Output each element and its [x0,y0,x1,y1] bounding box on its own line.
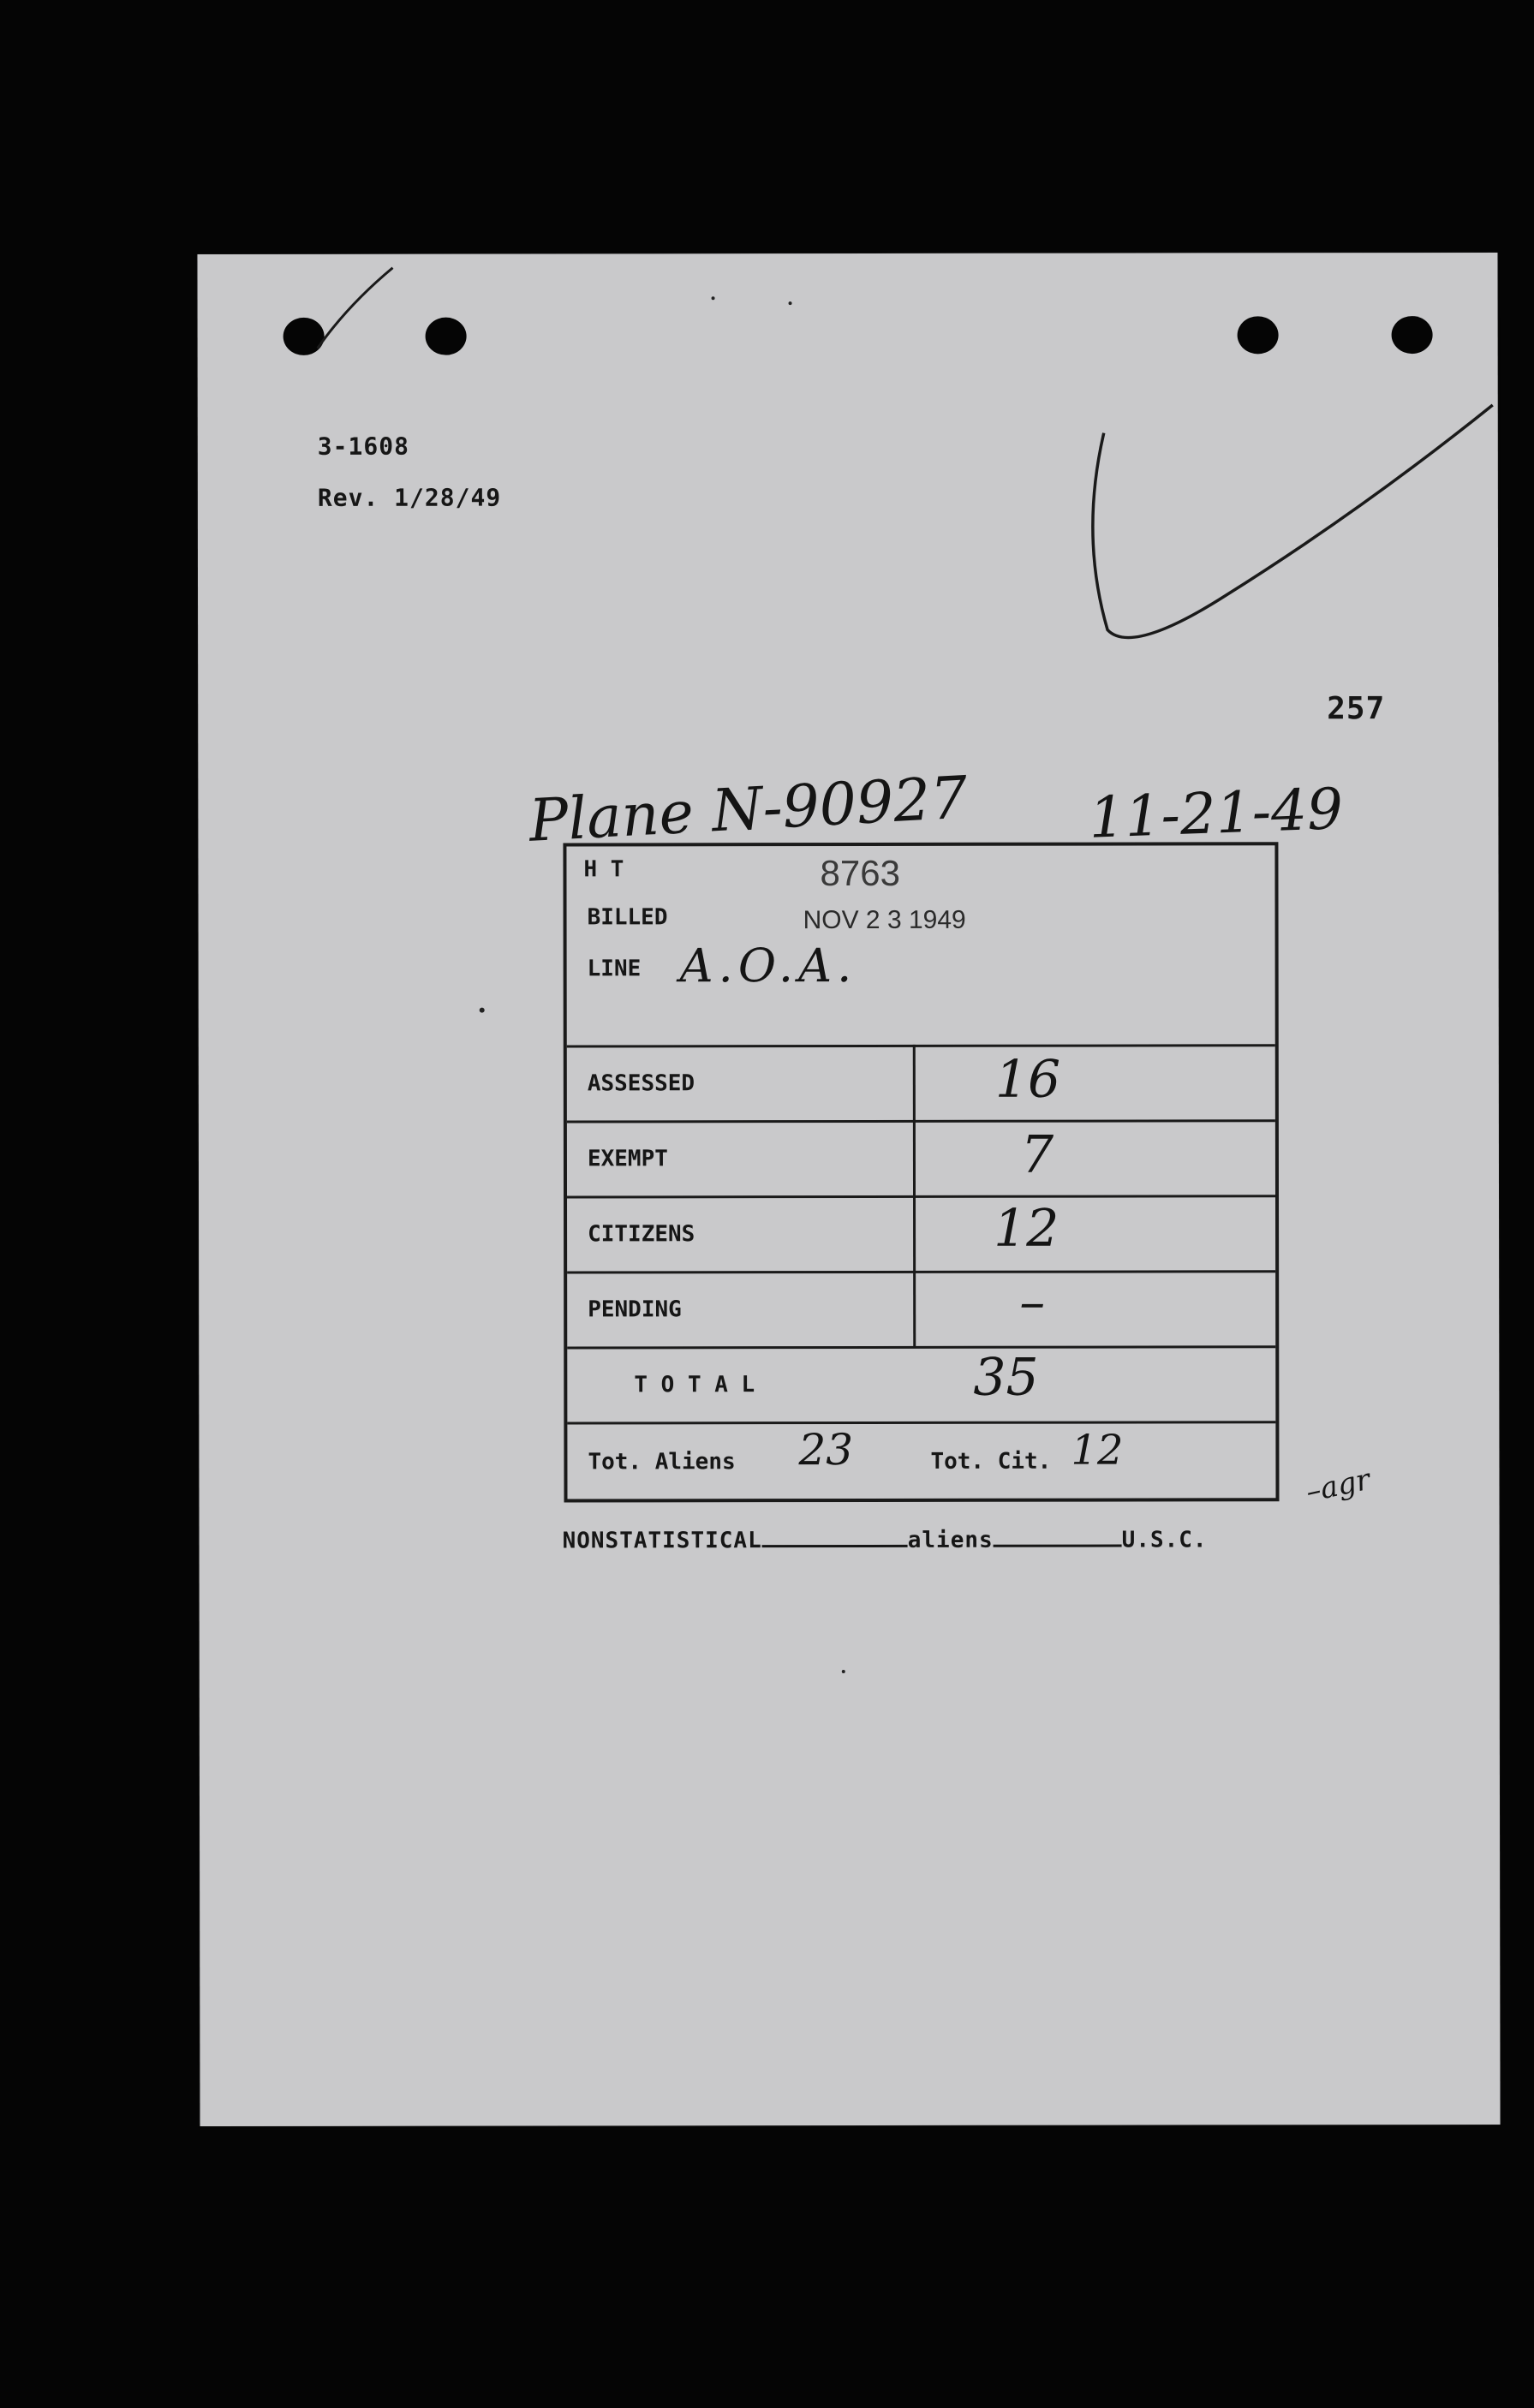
nonstatistical-label: NONSTATISTICAL [562,1528,762,1554]
document-page [197,253,1500,2126]
blank-field [994,1526,1122,1547]
table-divider [567,1195,1275,1198]
line-label: LINE [587,956,642,982]
total-citizens-label: Tot. Cit. [930,1448,1052,1475]
table-divider [567,1345,1275,1349]
total-label: T O T A L [634,1372,755,1398]
row-label-pending: PENDING [588,1296,682,1323]
handwritten-plane-number: Plane N-90927 [527,764,970,855]
aliens-label: aliens [907,1527,994,1553]
check-mark-icon [197,253,1498,854]
handwritten-date: 11-21-49 [1088,776,1345,851]
row-value-citizens: 12 [994,1198,1059,1259]
page-number: 257 [1327,691,1386,727]
ht-label: H T [583,856,624,883]
total-aliens-label: Tot. Aliens [588,1449,736,1475]
paper-speck [842,1670,845,1673]
row-value-pending: – [1019,1272,1046,1332]
row-label-citizens: CITIZENS [588,1221,695,1248]
billed-label: BILLED [587,904,668,931]
table-column-divider [913,1045,916,1348]
form-number: 3-1608 [317,432,409,461]
row-label-exempt: EXEMPT [587,1146,668,1172]
total-aliens-value: 23 [798,1424,854,1475]
total-citizens-value: 12 [1071,1426,1124,1475]
line-value: A.O.A. [679,938,857,993]
form-revision: Rev. 1/28/49 [317,483,502,512]
report-table [563,842,1279,1502]
row-value-assessed: 16 [994,1049,1061,1110]
usc-label: U.S.C. [1121,1527,1208,1553]
margin-initials: –agr [1303,1462,1374,1510]
total-value: 35 [973,1347,1039,1408]
table-divider [567,1044,1275,1047]
nonstatistical-line [563,1525,1208,1553]
row-value-exempt: 7 [1020,1124,1054,1185]
table-divider [567,1421,1275,1424]
table-divider [567,1119,1275,1123]
billed-date-stamp: NOV 2 3 1949 [803,905,966,935]
blank-field [762,1526,908,1547]
table-divider [567,1270,1275,1273]
paper-speck [480,1008,485,1013]
row-label-assessed: ASSESSED [587,1070,695,1097]
ht-stamp-number: 8763 [820,852,900,894]
